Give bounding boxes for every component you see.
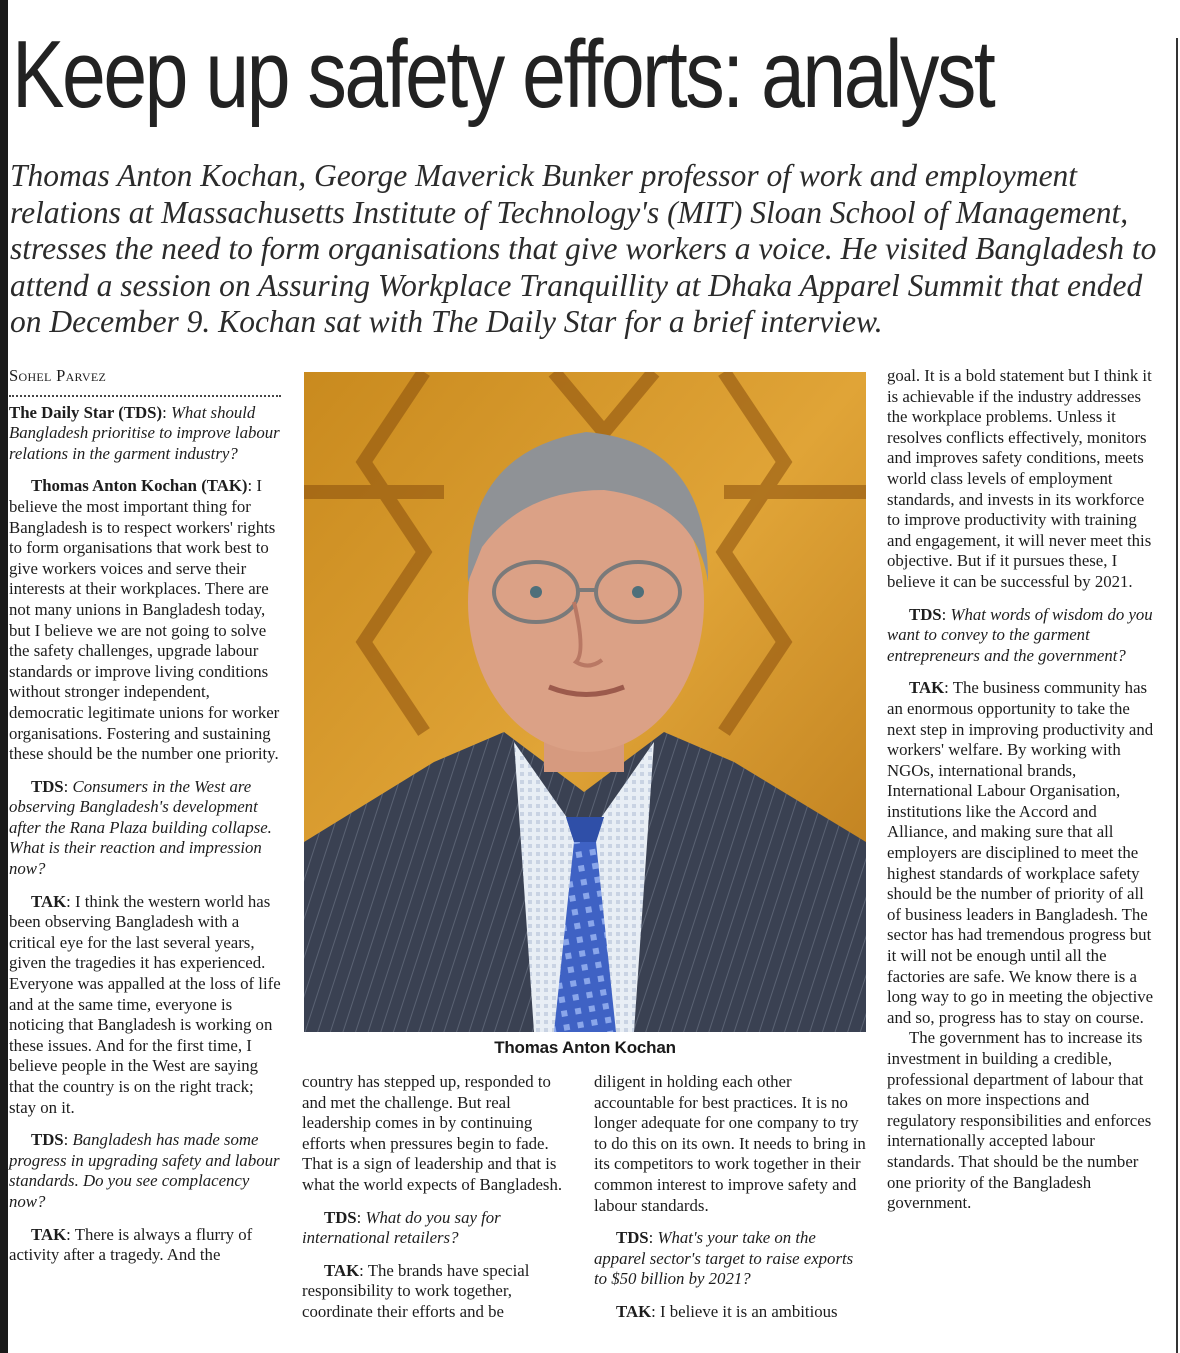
speaker-label: TAK xyxy=(909,678,945,698)
question-text: Consumers in the West are observing Bangladesh's development after the Rana Plaza building collapse. What is their reaction and impression now? xyxy=(9,776,272,879)
answer-4: TAK: The brands have special responsibility to work together, coordinate their efforts and be xyxy=(302,1260,530,1321)
question-5: TDS: What's your take on the apparel sector's target to raise exports to $50 billion by 2021? xyxy=(594,1228,854,1289)
speaker-label: TDS xyxy=(909,604,942,624)
portrait-photo xyxy=(304,372,866,1032)
question-1: The Daily Star (TDS): What should Bangladesh prioritise to improve labour relations in the garment industry? xyxy=(9,402,280,463)
article-column-2 xyxy=(302,1072,570,1323)
answer-text: I think the western world has been observing Bangladesh with a critical eye for the last several years, given the tragedies it has experienced. Everyone was appalled at the loss of life and at the same time, everyone is noticing that Bangladesh is working on these issues. And for the first time, I believe people in the West are saying that the country is on the right track; stay on it. xyxy=(9,891,281,1117)
speaker-label: Thomas Anton Kochan (TAK) xyxy=(31,476,248,496)
answer-text: I believe the most important thing for Bangladesh is to respect workers' rights to form organisations that work best to give workers voices and serve their interests at their workplaces. There are not many unions in Bangladesh today, but I believe we are not going to solve the safety challenges, upgrade labour standards or improve living conditions without stronger independent, democratic legitimate unions for worker organisations. Fostering and sustaining these should be the number one priority. xyxy=(9,476,280,764)
answer-5: TAK: I believe it is an ambitious xyxy=(616,1301,838,1321)
question-text: What do you say for international retailers? xyxy=(302,1207,501,1248)
speaker-label: TAK xyxy=(31,891,67,911)
answer-3-continued: country has stepped up, responded to and met the challenge. But real leadership comes in by continuing efforts when pressures begin to fade. That is a sign of leadership and that is what the world expects of Bangladesh. xyxy=(302,1072,563,1194)
speaker-label: TAK xyxy=(616,1301,652,1321)
question-text: What's your take on the apparel sector's target to raise exports to $50 billion by 2021? xyxy=(594,1228,854,1289)
article-column-1 xyxy=(9,366,281,1266)
answer-3: TAK: There is always a flurry of activity after a tragedy. And the xyxy=(9,1224,253,1265)
speaker-label: TDS xyxy=(31,776,64,796)
page-left-edge xyxy=(0,0,8,1353)
byline-divider xyxy=(9,395,281,397)
headline: Keep up safety efforts: analyst xyxy=(12,21,994,128)
question-6: TDS: What words of wisdom do you want to convey to the garment entrepreneurs and the government? xyxy=(887,604,1153,665)
question-text: Bangladesh has made some progress in upgrading safety and labour standards. Do you see complacency now? xyxy=(9,1130,280,1211)
byline: Sohel Parvez xyxy=(9,366,107,385)
speaker-label: TAK xyxy=(31,1224,67,1244)
answer-6-paragraph-2: The government has to increase its investment in building a credible, professional department of labour that takes on more inspections and regulatory responsibilities and enforces internationally accepted labour standards. That should be the number one priority of the Bangladesh government. xyxy=(887,1028,1152,1213)
speaker-label: TAK xyxy=(324,1260,360,1280)
question-3: TDS: Bangladesh has made some progress in upgrading safety and labour standards. Do you see complacency now? xyxy=(9,1130,280,1211)
answer-2: TAK: I think the western world has been observing Bangladesh with a critical eye for the last several years, given the tragedies it has experienced. Everyone was appalled at the loss of life and at the same time, everyone is noticing that Bangladesh is working on these issues. And for the first time, I believe people in the West are saying that the country is on the right track; stay on it. xyxy=(9,891,281,1117)
answer-6: TAK: The business community has an enormous opportunity to take the next step in improving productivity and workers' welfare. By working with NGOs, international brands, International Labour Organisation, institutions like the Accord and Alliance, and making sure that all employers are disciplined to meet the highest standards of workplace safety should be the number of priority of all of business leaders in Bangladesh. The sector has had tremendous progress but it will not be enough until all the factories are safe. We know there is a long way to go in meeting the objective and so, progress has to stay on course. xyxy=(887,678,1154,1027)
answer-text: There is always a flurry of activity after a tragedy. And the xyxy=(9,1224,253,1265)
speaker-label: The Daily Star (TDS) xyxy=(9,402,163,422)
speaker-label: TDS xyxy=(31,1130,64,1150)
question-text: What words of wisdom do you want to convey to the garment entrepreneurs and the government? xyxy=(887,604,1153,665)
column-rule xyxy=(1176,38,1178,1353)
article-column-4 xyxy=(887,366,1159,1214)
standfirst: Thomas Anton Kochan, George Maverick Bunker professor of work and employment relations at Massachusetts Institute of Technology's (MIT) Sloan School of Management, stresses the need to form organisations that give workers a voice. He visited Bangladesh to attend a session on Assuring Workplace Tranquillity at Dhaka Apparel Summit that ended on December 9. Kochan sat with The Daily Star for a brief interview. xyxy=(10,158,1157,339)
answer-1: Thomas Anton Kochan (TAK): I believe the most important thing for Bangladesh is to respect workers' rights to form organisations that work best to give workers voices and serve their interests at their workplaces. There are not many unions in Bangladesh today, but I believe we are not going to solve the safety challenges, upgrade labour standards or improve living conditions without stronger independent, democratic legitimate unions for worker organisations. Fostering and sustaining these should be the number one priority. xyxy=(9,476,280,764)
answer-4-continued: diligent in holding each other accountable for best practices. It is no longer adequate for one company to try to do this on its own. It needs to bring in its competitors to work together in their common interest to improve safety and labour standards. xyxy=(594,1072,866,1215)
speaker-label: TDS xyxy=(324,1207,357,1227)
question-4: TDS: What do you say for international retailers? xyxy=(302,1207,501,1248)
speaker-label: TDS xyxy=(616,1228,649,1248)
photo-caption: Thomas Anton Kochan xyxy=(494,1038,676,1057)
question-2: TDS: Consumers in the West are observing Bangladesh's development after the Rana Plaza building collapse. What is their reaction and impression now? xyxy=(9,776,272,879)
answer-text: The business community has an enormous opportunity to take the next step in improving productivity and workers' welfare. By working with NGOs, international brands, International Labour Organisation, institutions like the Accord and Alliance, and making sure that all employers are disciplined to meet the highest standards of workplace safety should be the number of priority of all of business leaders in Bangladesh. The sector has had tremendous progress but it will not be enough until all the factories are safe. We know there is a long way to go in meeting the objective and so, progress has to stay on course. xyxy=(887,678,1154,1027)
answer-text: I believe it is an ambitious xyxy=(659,1301,838,1321)
article-column-3 xyxy=(594,1072,866,1323)
question-text: What should Bangladesh prioritise to improve labour relations in the garment industry? xyxy=(9,402,280,463)
answer-text: The brands have special responsibility to work together, coordinate their efforts and be xyxy=(302,1260,530,1321)
answer-5-continued: goal. It is a bold statement but I think it is achievable if the industry addresses the workplace problems. Unless it resolves conflicts effectively, monitors and improves safety conditions, meets world class levels of employment standards, and invests in its workforce to improve productivity with training and engagement, it will never meet this objective. But if it pursues these, I believe it can be successful by 2021. xyxy=(887,366,1152,591)
